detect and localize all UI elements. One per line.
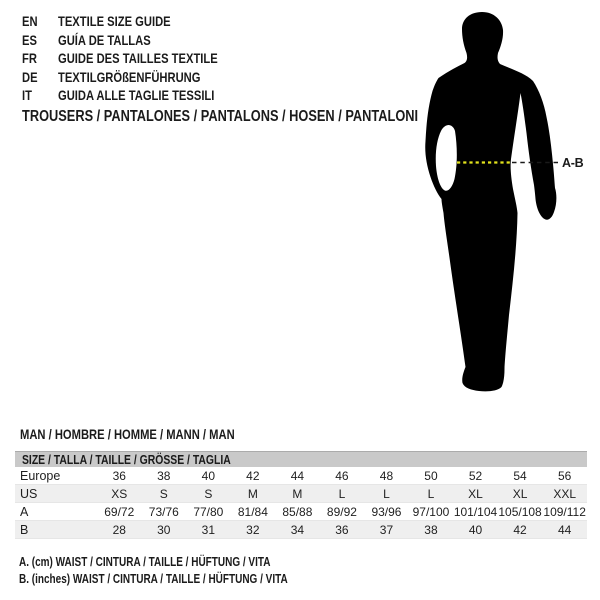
size-cell: 81/84 [231,503,276,521]
row-label: B [15,521,97,539]
size-cell: 105/108 [498,504,542,519]
language-row [22,12,258,31]
size-cell: XXL [542,485,587,503]
footnote-b: B. (inches) WAIST / CINTURA / TAILLE / HÜFTUNG / VITA [19,572,288,586]
category-title-text: TROUSERS / PANTALONES / PANTALONS / HOSEN / PANTALONI [22,108,419,125]
size-cell: 97/100 [409,503,454,521]
size-cell: 40 [186,467,231,485]
row-label: Europe [15,467,97,485]
size-cell: 89/92 [320,503,365,521]
section-title-text: MAN / HOMBRE / HOMME / MANN / MAN [20,426,235,442]
size-cell: 38 [409,521,454,539]
language-list [22,12,258,105]
language-row [22,68,258,87]
size-cell: 73/76 [142,503,187,521]
size-cell: XS [97,485,142,503]
size-cell: 48 [364,467,409,485]
size-cell: 50 [409,467,454,485]
size-cell: 32 [231,521,276,539]
language-label: TEXTILE SIZE GUIDE [58,13,171,30]
size-cell: 36 [97,467,142,485]
size-cell: 40 [453,521,498,539]
size-cell: XL [453,485,498,503]
table-row [15,467,587,485]
language-code: DE [22,68,38,85]
size-cell: 101/104 [453,504,498,519]
size-cell: 54 [498,467,543,485]
language-code: FR [22,50,37,67]
size-cell: 42 [498,521,543,539]
footnotes [19,554,355,588]
size-cell: L [320,485,365,503]
size-cell: 109/112 [543,504,586,519]
size-cell: 93/96 [364,503,409,521]
size-cell: M [231,485,276,503]
size-cell: 28 [97,521,142,539]
section-title-man [20,426,288,442]
size-cell: 37 [364,521,409,539]
footnote-a: A. (cm) WAIST / CINTURA / TAILLE / HÜFTUNG / VITA [19,555,271,569]
size-table-header [15,451,587,467]
man-silhouette [425,12,556,391]
size-cell: 42 [231,467,276,485]
man-silhouette-figure [400,0,600,400]
size-cell: S [142,485,187,503]
size-cell: 46 [320,467,365,485]
size-cell: 31 [186,521,231,539]
size-cell: 69/72 [97,503,142,521]
language-label: GUIDA ALLE TAGLIE TESSILI [58,87,215,104]
row-label: A [15,503,97,521]
size-cell: 52 [453,467,498,485]
size-cell: M [275,485,320,503]
language-code: IT [22,87,32,104]
size-cell: 30 [142,521,187,539]
size-cell: 77/80 [186,503,231,521]
size-cell: S [186,485,231,503]
size-cell: 38 [142,467,187,485]
size-cell: L [364,485,409,503]
language-row [22,86,258,105]
size-cell: 44 [542,521,587,539]
size-cell: 36 [320,521,365,539]
size-table [15,451,587,539]
language-label: TEXTILGRÖßENFÜHRUNG [58,68,201,85]
table-row [15,485,587,503]
size-cell: XL [498,485,543,503]
language-row [22,49,258,68]
language-label: GUÍA DE TALLAS [58,31,151,48]
table-row [15,521,587,539]
size-cell: 56 [542,467,587,485]
table-row [15,503,587,521]
size-cell: 85/88 [275,503,320,521]
size-cell: 44 [275,467,320,485]
language-label: GUIDE DES TAILLES TEXTILE [58,50,218,67]
language-row [22,31,258,50]
row-label: US [15,485,97,503]
size-table-body [15,467,587,539]
size-table-grid [15,467,587,539]
measure-label: A-B [562,156,584,170]
language-code: ES [22,31,37,48]
size-cell: L [409,485,454,503]
language-code: EN [22,13,38,30]
size-cell: 34 [275,521,320,539]
size-table-header-text: SIZE / TALLA / TAILLE / GRÖSSE / TAGLIA [22,452,231,467]
